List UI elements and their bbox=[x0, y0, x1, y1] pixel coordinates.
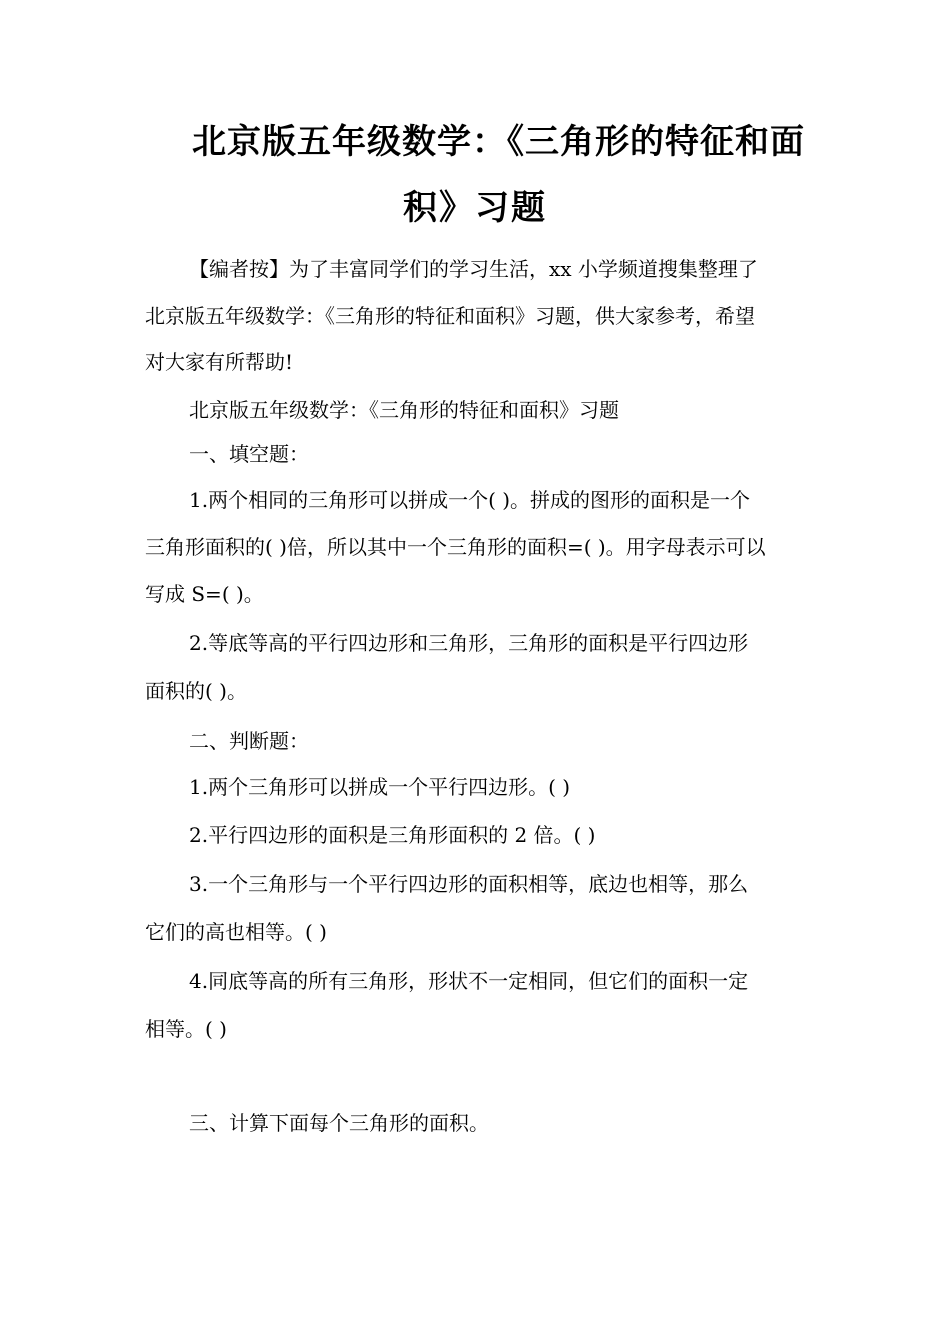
fill-blank-q2-line-2: 面积的( )。 bbox=[145, 679, 247, 703]
judge-q3-line-1: 3.一个三角形与一个平行四边形的面积相等，底边也相等，那么 bbox=[189, 872, 749, 896]
subtitle-line: 北京版五年级数学：《三角形的特征和面积》习题 bbox=[189, 398, 619, 422]
fill-blank-q2-line-1: 2.等底等高的平行四边形和三角形，三角形的面积是平行四边形 bbox=[189, 631, 749, 655]
judge-q4-line-2: 相等。( ) bbox=[145, 1017, 227, 1041]
editor-note-line-2: 北京版五年级数学：《三角形的特征和面积》习题，供大家参考，希望 bbox=[145, 304, 755, 328]
judge-q3-line-2: 它们的高也相等。( ) bbox=[145, 920, 327, 944]
judge-q4-line-1: 4.同底等高的所有三角形，形状不一定相同，但它们的面积一定 bbox=[189, 969, 749, 993]
section-3-heading: 三、计算下面每个三角形的面积。 bbox=[189, 1111, 489, 1135]
judge-q1: 1.两个三角形可以拼成一个平行四边形。( ) bbox=[189, 775, 571, 799]
judge-q2: 2.平行四边形的面积是三角形面积的 2 倍。( ) bbox=[189, 823, 596, 847]
fill-blank-q1-line-3: 写成 S=( )。 bbox=[145, 582, 264, 606]
section-1-heading: 一、填空题： bbox=[189, 442, 309, 466]
section-2-heading: 二、判断题： bbox=[189, 729, 309, 753]
fill-blank-q1-line-2: 三角形面积的( )倍，所以其中一个三角形的面积=( )。用字母表示可以 bbox=[145, 535, 766, 559]
editor-note-line-1: 【编者按】为了丰富同学们的学习生活，xx 小学频道搜集整理了 bbox=[189, 257, 758, 281]
document-title-line-2: 积》习题 bbox=[403, 188, 547, 228]
editor-note-line-3: 对大家有所帮助! bbox=[145, 350, 294, 374]
document-title-line-1: 北京版五年级数学：《三角形的特征和面 bbox=[192, 122, 805, 162]
fill-blank-q1-line-1: 1.两个相同的三角形可以拼成一个( )。拼成的图形的面积是一个 bbox=[189, 488, 751, 512]
